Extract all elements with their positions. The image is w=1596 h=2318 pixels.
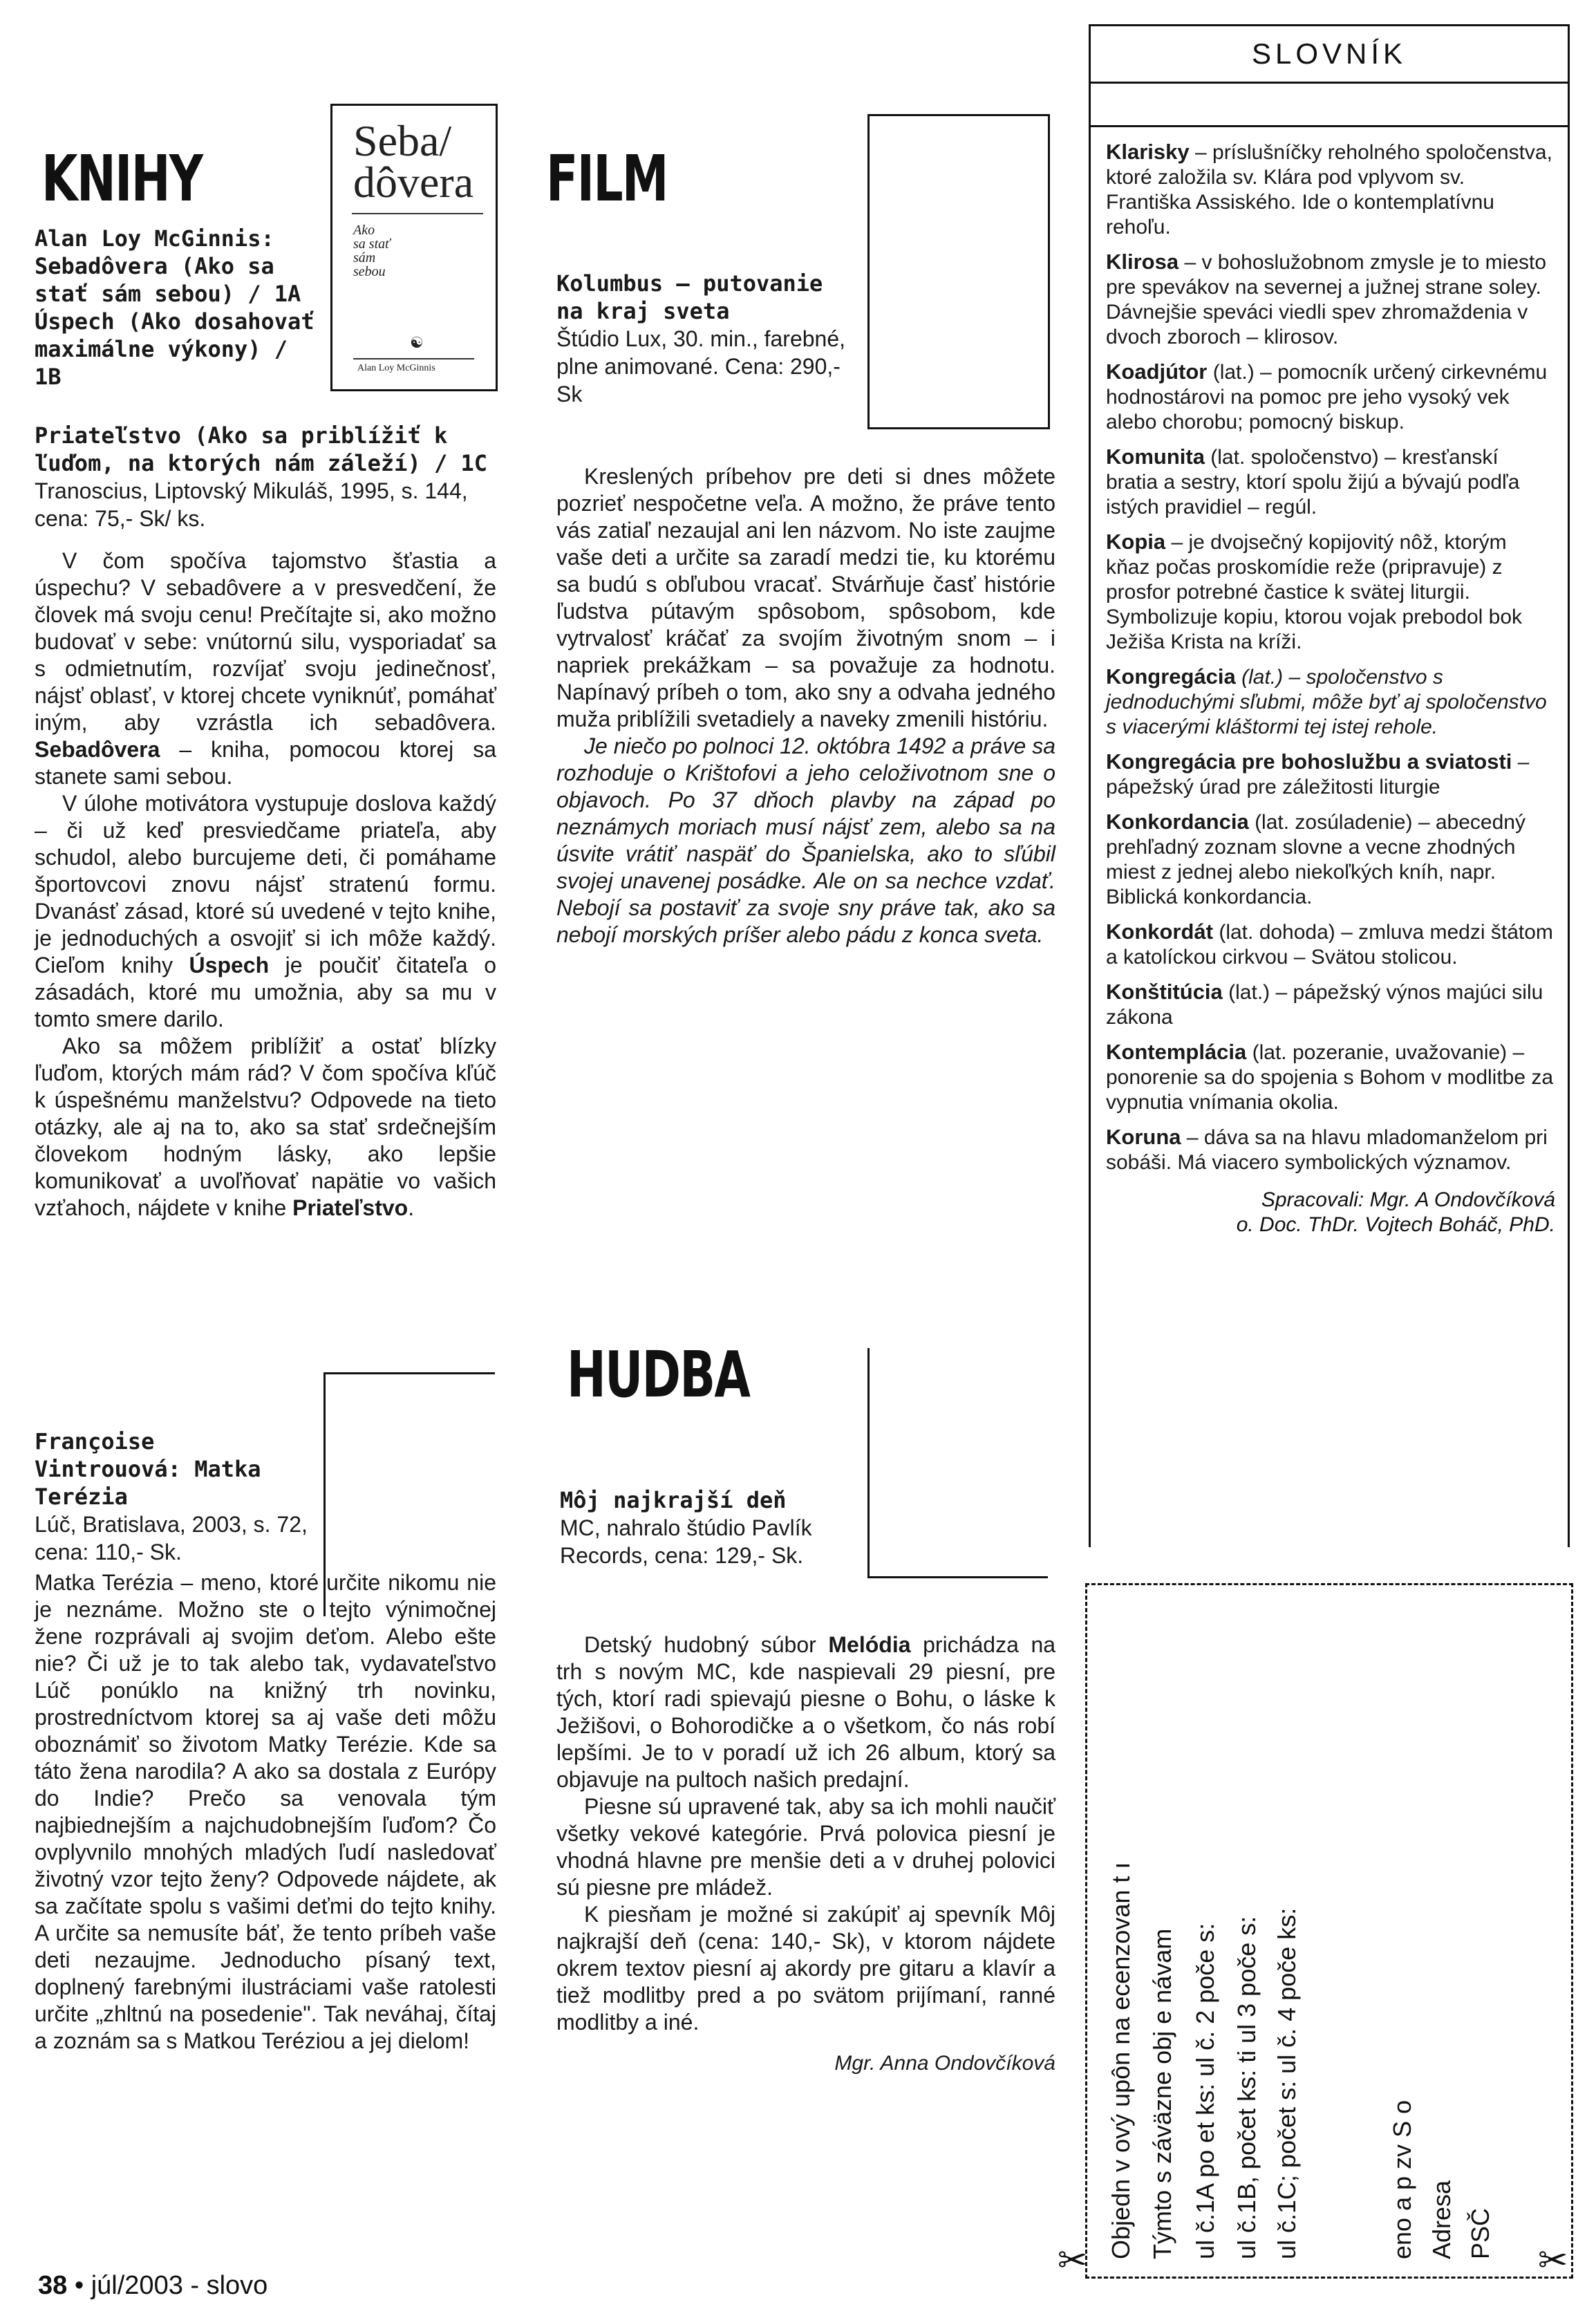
- order-line-1: Objedn v ový upôn na ecenzovan t ı: [1107, 1862, 1135, 2259]
- cover-title-line2: dôvera: [353, 158, 474, 207]
- hudba-title: Môj najkrajší deň: [560, 1487, 787, 1513]
- slovnik-box: [1089, 24, 1570, 1547]
- book1-author-title: Alan Loy McGinnis: Sebadôvera (Ako sa stať sám sebou) / 1A: [35, 225, 301, 307]
- slovnik-entry: Konštitúcia (lat.) – pápežský výnos majúci silu zákona: [1106, 980, 1543, 1029]
- slovnik-entry: Konkordancia (lat. zosúladenie) – abecedný prehľadný zoznam slovne a vecne zhodných miest z jednej alebo niekoľkých kníh, napr. Biblická konkordancia.: [1106, 810, 1525, 908]
- slovnik-entry: Konkordát (lat. dohoda) – zmluva medzi štátom a katolíckou cirkvou – Svätou stolicou.: [1106, 919, 1553, 969]
- slovnik-entry: Klirosa – v bohoslužobnom zmysle je to miesto pre spevákov na severnej a južnej strane soley. Dávnejšie speváci viedli spev zhromaždenia v dvoch zboroch – klirosov.: [1106, 250, 1547, 348]
- hudba-cover-image: [867, 1348, 1048, 1578]
- cover-rule-bottom: [353, 358, 474, 359]
- order-line-3[interactable]: ul č.1A po et ks: ul č. 2 poče s:: [1191, 1923, 1219, 2259]
- film-paragraph1: Kreslených príbehov pre deti si dnes môžete pozrieť nespočetne veľa. A možno, že práve tento vás zatiaľ nezaujal ani len názvom. No iste zaujme vaše deti a určite sa zaradí medzi tie, ku ktorému sa budú s obľubou vracať. Stvárňuje časť histórie ľudstva pútavým spôsobom, spôsobom, kde vytrvalosť kráčať za svojím životným snom – i napriek prekážkam – sa považuje za hodnotu. Napínavý príbeh o tom, ako sny a odvaha jedného muža priblížili svetadiely a naveky zmenili históriu.: [556, 464, 1055, 731]
- film-title: Kolumbus – putovanie na kraj sveta: [556, 270, 823, 324]
- slovnik-signature1: Spracovali: Mgr. A Ondovčíková: [1261, 1188, 1555, 1211]
- hudba-paragraph2: Piesne sú upravené tak, aby sa ich mohli naučiť všetky vekové kategórie. Prvá polovica piesní je vhodná hlavne pre menšie deti a v druhej polovici sú piesne pre mládež.: [556, 1794, 1055, 1900]
- book1-publisher: Tranoscius, Liptovský Mikuláš, 1995, s. 144, cena: 75,- Sk/ ks.: [35, 478, 468, 531]
- slovnik-entry: Koadjútor (lat.) – pomocník určený cirkevnému hodnostárovi na pomoc pre jeho vysoký vek alebo chorobu; pomocný biskup.: [1106, 359, 1548, 433]
- film-header: [556, 270, 861, 408]
- book1-paragraph1: V čom spočíva tajomstvo šťastia a úspechu? V sebadôvere a v presvedčení, že človek má svoju cenu! Prečítajte si, ako možno budovať v sebe: vnútornú silu, vysporiadať sa s odmietnutím, rozvíjať svoju jedinečnosť, nájsť oblasť, v ktorej chcete vyniknúť, pomáhať iným, aby vzrástla ich sebadôvera. Sebadôvera – kniha, pomocou ktorej sa stanete sami sebou.: [35, 548, 497, 789]
- book2-header: [35, 1428, 311, 1566]
- order-line-2: Týmto s záväzne obj e návam: [1148, 1928, 1176, 2259]
- order-line-psc[interactable]: PSČ: [1466, 2207, 1494, 2259]
- hudba-header: [560, 1486, 857, 1569]
- book2-publisher: Lúč, Bratislava, 2003, s. 72, cena: 110,- Sk.: [35, 1512, 308, 1564]
- hudba-info: MC, nahralo štúdio Pavlík Records, cena: 129,- Sk.: [560, 1515, 812, 1568]
- order-line-6[interactable]: eno a p zv S o: [1388, 2100, 1416, 2259]
- book-cover-image: [330, 104, 498, 391]
- slovnik-divider: [1091, 84, 1568, 127]
- cover-sub4: sebou: [353, 264, 386, 279]
- scissors-icon: ✂: [1058, 2241, 1088, 2281]
- hudba-body: [556, 1632, 1055, 2076]
- book1-title2: Úspech (Ako dosahovať maximálne výkony) / 1B: [35, 308, 314, 390]
- scissors-icon: ✂: [1538, 2241, 1568, 2281]
- knihy-heading: KNIHY: [41, 142, 203, 216]
- book2-paragraph1: Matka Terézia – meno, ktoré určite nikomu nie je neznáme. Možno ste o tejto výnimočnej žene rozprávali aj svojim deťom. Alebo ešte nie? Či už je to tak alebo tak, vydavateľstvo Lúč ponúklo na knižný trh novinku, prostredníctvom ktorej sa aj vaše deti môžu oboznámiť so životom Matky Terézie. Kde sa táto žena narodila? A ako sa dostala z Európy do Indie? Prečo sa venovala tým najbiednejším a najchudobnejším ľuďom? Čo ovplyvnilo mnohých mladých ľudí nasledovať životný vzor tejto ženy? Odpovede nájdete, ak sa začítate spolu s vašimi deťmi do tejto knihy. A určite sa nemusíte báť, že tento príbeh vaše deti nezaujme. Jednoducho písaný text, doplnený farebnými ilustráciami vaše ratolesti určite „zhltnú na posedenie". Tak neváhaj, čítaj a zoznám sa s Matkou Teréziou a jej dielom!: [35, 1570, 496, 2053]
- cover-rule: [352, 213, 483, 214]
- slovnik-entry: Kontemplácia (lat. pozeranie, uvažovanie) – ponorenie sa do spojenia s Bohom v modlitbe za vypnutia vnímania okolia.: [1106, 1040, 1554, 1114]
- slovnik-entry: Kongregácia (lat.) – spoločenstvo s jednoduchými sľubmi, môže byť aj spoločenstvo s viacerými kláštormi tej istej rehole.: [1106, 664, 1547, 738]
- slovnik-entry: Kopia – je dvojsečný kopijovitý nôž, ktorým kňaz počas proskomídie reže (pripravuje) z prosfor potrebné častice k svätej liturgii. Symbolizuje kopiu, ktorou vojak prebodol bok Ježiša Krista na kríži.: [1106, 530, 1523, 653]
- cover-author: Alan Loy McGinnis: [357, 363, 435, 373]
- order-line-address[interactable]: Adresa: [1427, 2180, 1456, 2259]
- hudba-heading: HUDBA: [567, 1338, 750, 1412]
- order-line-5[interactable]: ul č.1C; počet s: ul č. 4 poče ks:: [1273, 1907, 1301, 2259]
- slovnik-entries: [1091, 127, 1568, 1237]
- slovnik-signature2: o. Doc. ThDr. Vojtech Boháč, PhD.: [1236, 1213, 1555, 1236]
- order-coupon[interactable]: [1085, 1583, 1573, 2279]
- book1-header: [35, 225, 318, 391]
- slovnik-heading: SLOVNÍK: [1091, 26, 1568, 84]
- order-line-4[interactable]: ul č.1B, počet ks: ti ul 3 poče s:: [1232, 1916, 1261, 2259]
- hudba-paragraph3: K piesňam je možné si zakúpiť aj spevník Môj najkrajší deň (cena: 140,- Sk), v ktorom nájdete okrem textov piesní aj akordy pre gitaru a klavír a tiež modlitby pred a po svätom prijímaní, ranné modlitby a iné.: [556, 1902, 1055, 2035]
- slovnik-entry: Klarisky – príslušníčky reholného spoločenstva, ktoré založila sv. Klára pod vplyvom sv. Františka Assiského. Ide o kontemplatívnu rehoľu.: [1106, 140, 1552, 239]
- page-footer: [38, 2271, 267, 2301]
- slovnik-entry: Koruna – dáva sa na hlavu mladomanželom pri sobáši. Má viacero symbolických významov.: [1106, 1125, 1548, 1174]
- book1-body: [35, 422, 496, 1222]
- book2-body: [35, 1569, 496, 2055]
- publisher-logo-icon: ☯: [410, 334, 424, 351]
- film-heading: FILM: [546, 142, 668, 216]
- film-cover-image: [867, 114, 1050, 429]
- hudba-paragraph1: Detský hudobný súbor Melódia prichádza na trh s novým MC, kde naspievali 29 piesní, pre tých, ktorí radi spievajú piesne o Bohu, o láske k Ježišovi, o Bohorodičke a o všetkom, čo nás robí lepšími. Je to v poradí už ich 26 album, ktorý sa objavuje na pultoch našich predajní.: [556, 1632, 1056, 1792]
- cover-title-line1: Seba/: [353, 116, 452, 165]
- hudba-signature: Mgr. Anna Ondovčíková: [834, 2052, 1055, 2075]
- book2-author-title: Françoise Vintrouová: Matka Terézia: [35, 1428, 261, 1510]
- film-info: Štúdio Lux, 30. min., farebné, plne animované. Cena: 290,- Sk: [556, 326, 846, 406]
- film-paragraph2: Je niečo po polnoci 12. októbra 1492 a práve sa rozhoduje o Krištofovi a jeho celoživotnom sne o objavoch. Po 37 dňoch plavby na západ po neznámych moriach musí nájsť zem, alebo sa na úsvite vrátiť naspäť do Španielska, ako to sľúbil svojej unavenej posádke. Ale on sa nechce vzdať. Nebojí sa postaviť za svoje sny práve tak, ako sa nebojí morských príšer alebo pádu z konca sveta.: [556, 733, 1055, 947]
- cover-sub2: sa stať: [353, 236, 391, 252]
- film-body: [556, 463, 1055, 948]
- slovnik-entry: Kongregácia pre bohoslužbu a sviatosti – pápežský úrad pre záležitosti liturgie: [1106, 749, 1530, 798]
- book1-paragraph2: V úlohe motivátora vystupuje doslova každý – či už keď presviedčame priateľa, aby schudol, alebo burcujeme deti, či pomáhame športovcovi znovu nájsť stratenú formu. Dvanásť zásad, ktoré sú uvedené v tejto knihe, je jednoduchých a osvojiť si ich môže každý. Cieľom knihy Úspech je poučiť čitateľa o zásadách, ktoré mu umožnia, aby sa mu v tomto smere darilo.: [35, 791, 496, 1031]
- cover-sub1: Ako: [353, 223, 375, 238]
- cover-sub3: sám: [353, 250, 376, 265]
- book1-title3: Priateľstvo (Ako sa priblížiť k ľuďom, na ktorých nám záleží) / 1C: [35, 422, 488, 476]
- footer-bullet: •: [74, 2271, 84, 2300]
- page-number: 38: [38, 2271, 68, 2300]
- issue-label: júl/2003 - slovo: [91, 2271, 268, 2300]
- book1-paragraph3: Ako sa môžem priblížiť a ostať blízky ľuďom, ktorých mám rád? V čom spočíva kľúč k úspešnému manželstvu? Odpovede na tieto otázky, ale aj na to, ako sa stať srdečnejším človekom hodným lásky, ako lepšie komunikovať a uvoľňovať napätie vo vašich vzťahoch, nájdete v knihe Priateľstvo.: [35, 1034, 496, 1220]
- slovnik-entry: Komunita (lat. spoločenstvo) – kresťanskí bratia a sestry, ktorí spolu žijú a bývajú podľa istých pravidiel – regúl.: [1106, 445, 1520, 518]
